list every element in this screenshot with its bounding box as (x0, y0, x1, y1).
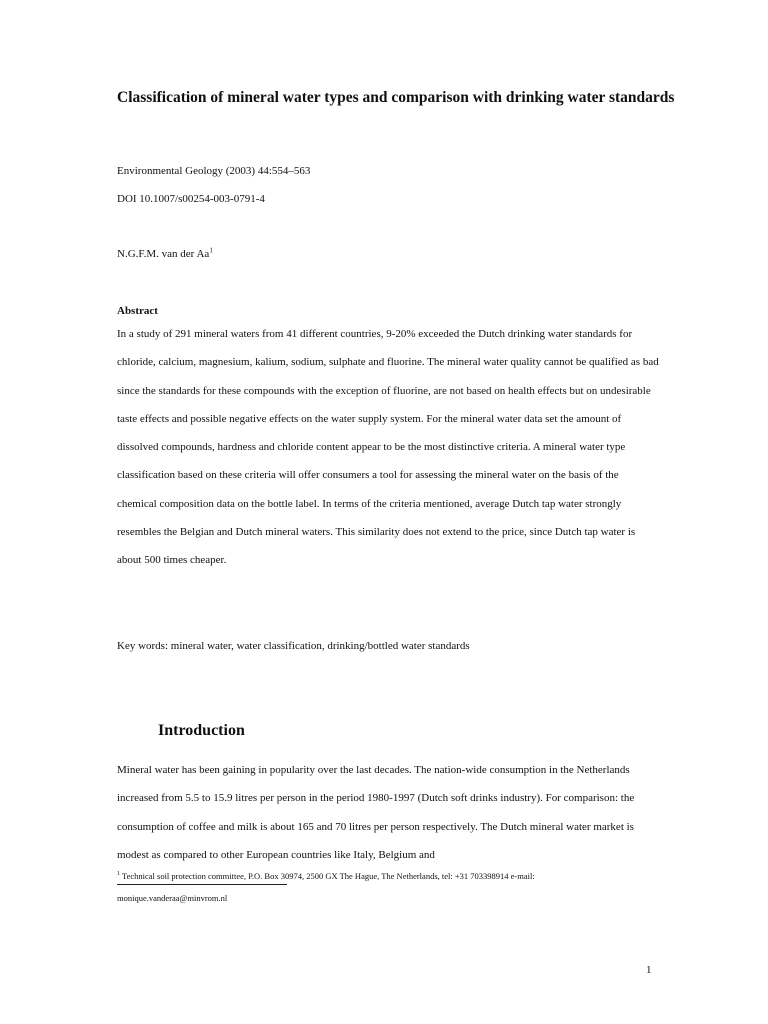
abstract-heading: Abstract (117, 305, 158, 317)
paper-title: Classification of mineral water types and comparison with drinking water standards (117, 89, 675, 106)
author-name: N.G.F.M. van der Aa (117, 248, 210, 260)
page-number: 1 (646, 964, 652, 976)
introduction-body (117, 756, 659, 869)
keywords: Key words: mineral water, water classification, drinking/bottled water standards (117, 640, 470, 652)
footnote (117, 865, 597, 909)
abstract-body (117, 320, 659, 575)
author-line (117, 248, 213, 260)
footnote-mark: 1 (117, 871, 120, 878)
author-footnote-mark: 1 (209, 246, 213, 255)
doi: DOI 10.1007/s00254-003-0791-4 (117, 193, 265, 205)
journal-citation: Environmental Geology (2003) 44:554–563 (117, 165, 311, 177)
abstract-paragraph: In a study of 291 mineral waters from 41 different countries, 9-20% exceeded the Dutch drinking water standards for chloride, calcium, magnesium, kalium, sodium, sulphate and fluorine. The mineral water quality cannot be qualified as bad since the standards for these compounds with the exception of fluorine, are not based on health effects but on undesirable taste effects and possible negative effects on the water supply system. For the mineral water data set the amount of dissolved compounds, hardness and chloride content appear to be the most distinctive criteria. A mineral water type classification based on these criteria will offer consumers a tool for assessing the mineral water on the basis of the chemical composition data on the bottle label. In terms of the criteria mentioned, average Dutch tap water strongly resembles the Belgian and Dutch mineral waters. This similarity does not extend to the price, since Dutch tap water is about 500 times cheaper. (117, 328, 659, 567)
footnote-text: Technical soil protection committee, P.O. Box 30974, 2500 GX The Hague, The Netherlands, tel: +31 703398914 e-mail: monique.vanderaa@minvrom.nl (117, 871, 535, 903)
introduction-paragraph: Mineral water has been gaining in popularity over the last decades. The nation-wide consumption in the Netherlands increased from 5.5 to 15.9 litres per person in the period 1980-1997 (Dutch soft drinks industry). For comparison: the consumption of coffee and milk is about 165 and 70 litres per person respectively. The Dutch mineral water market is modest as compared to other European countries like Italy, Belgium and (117, 764, 635, 861)
introduction-heading: Introduction (158, 722, 245, 739)
